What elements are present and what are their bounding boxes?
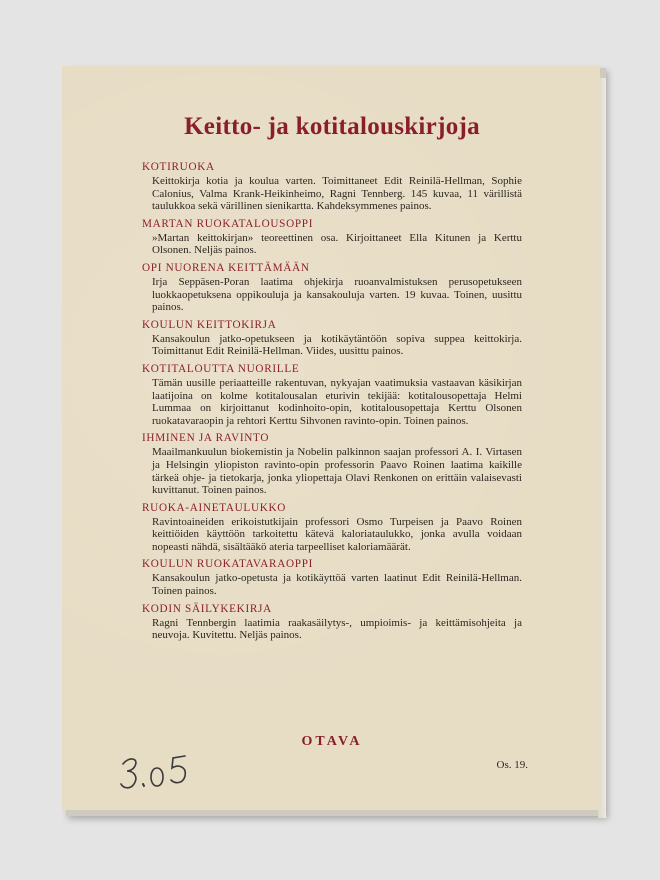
entry-title: KOULUN KEITTOKIRJA bbox=[142, 318, 277, 331]
handwritten-price-mark bbox=[117, 746, 207, 796]
publisher-name: OTAVA bbox=[301, 734, 363, 749]
entry-title: KOULUN RUOKATAVARAOPPI bbox=[142, 558, 314, 571]
entry-description: Kansakoulun jatko-opetusta ja kotikäyttöä varten laatinut Edit Reinilä-Hellman. Toinen painos. bbox=[152, 572, 522, 598]
book-list bbox=[142, 161, 522, 647]
book-back-cover bbox=[62, 66, 600, 810]
entry-description: »Martan keittokirjan» teoreettinen osa. Kirjoittaneet Ella Kitunen ja Kerttu Olsonen. Neljäs painos. bbox=[152, 231, 522, 257]
entry-description: Keittokirja kotia ja koulua varten. Toimittaneet Edit Reinilä-Hellman, Sophie Calonius, Valma Krank-Heikinheimo, Ragni Tennberg. 145 kuvaa, 11 värillistä taulukkoa sekä värillinen sienikartta. Kahdeksymmenes painos. bbox=[152, 175, 522, 213]
book-entry-kodin-sailykekirja bbox=[142, 603, 522, 642]
series-number: Os. 19. bbox=[496, 759, 528, 771]
entry-description: Ragni Tennbergin laatimia raakasäilytys-, umpioimis- ja keittämisohjeita ja neuvoja. Kuvitettu. Neljäs painos. bbox=[152, 616, 522, 642]
entry-description: Tämän uusille periaatteille rakentuvan, nykyajan vaatimuksia vastaavan käsikirjan laatijoina on kolme kotitalousalan eturivin tekijää: kotitalousopettaja Helmi Lummaa on kirjoittanut kodinhoito-opin, kotitalousopettaja Kerttu Olsonen ruokatavaraopin ja rehtori Kerttu Sihvonen ravinto-opin. Toinen painos. bbox=[152, 376, 522, 427]
book-entry-kotiruoka bbox=[142, 161, 522, 213]
entry-title: IHMINEN JA RAVINTO bbox=[142, 432, 270, 445]
entry-title: RUOKA-AINETAULUKKO bbox=[142, 501, 287, 514]
entry-description: Irja Seppäsen-Poran laatima ohjekirja ruoanvalmistuksen perusopetukseen luokkaopetuksena oppikouluja ja kansakouluja varten. 19 kuvaa. Toinen, uusittu painos. bbox=[152, 275, 522, 314]
entry-description: Ravintoaineiden erikoistutkijain professori Osmo Turpeisen ja Paavo Roinen keittiöiden käyttöön tarkoitettu kätevä kaloriataulukko, jonka avulla voidaan nopeasti nähdä, sisältääkö ateria tarpeelliset kaloriamäärät. bbox=[152, 515, 522, 553]
book-entry-kotitaloutta-nuorille bbox=[142, 363, 522, 427]
book-entry-koulun-keittokirja bbox=[142, 319, 522, 358]
entry-title: OPI NUORENA KEITTÄMÄÄN bbox=[142, 261, 310, 274]
entry-description: Maailmankuulun biokemistin ja Nobelin palkinnon saajan professori A. I. Virtasen ja Helsingin yliopiston ravinto-opin professorin Paavo Roinen laatima kaikille tärkeä ohje- ja tietokarja, jonka yliopettaja Olavi Renkonen on erittäin valaisevasti kuvittanut. Toinen painos. bbox=[152, 446, 522, 497]
entry-title: KOTIRUOKA bbox=[142, 161, 215, 173]
entry-title: KODIN SÄILYKEKIRJA bbox=[142, 602, 272, 615]
book-entry-koulun-ruokatavaraoppi bbox=[142, 558, 522, 597]
book-entry-martan-ruokatalousoppi bbox=[142, 218, 522, 257]
entry-description: Kansakoulun jatko-opetukseen ja kotikäytäntöön sopiva suppea keittokirja. Toimittanut Edit Reinilä-Hellman. Viides, uusittu painos. bbox=[152, 332, 522, 358]
book-entry-ihminen-ja-ravinto bbox=[142, 432, 522, 496]
entry-title: KOTITALOUTTA NUORILLE bbox=[142, 362, 300, 375]
book-entry-opi-nuorena-keittamaan bbox=[142, 262, 522, 314]
cover-title: Keitto- ja kotitalouskirjoja bbox=[184, 113, 480, 140]
book-entry-ruoka-ainetaulukko bbox=[142, 502, 522, 554]
entry-title: MARTAN RUOKATALOUSOPPI bbox=[142, 217, 314, 230]
